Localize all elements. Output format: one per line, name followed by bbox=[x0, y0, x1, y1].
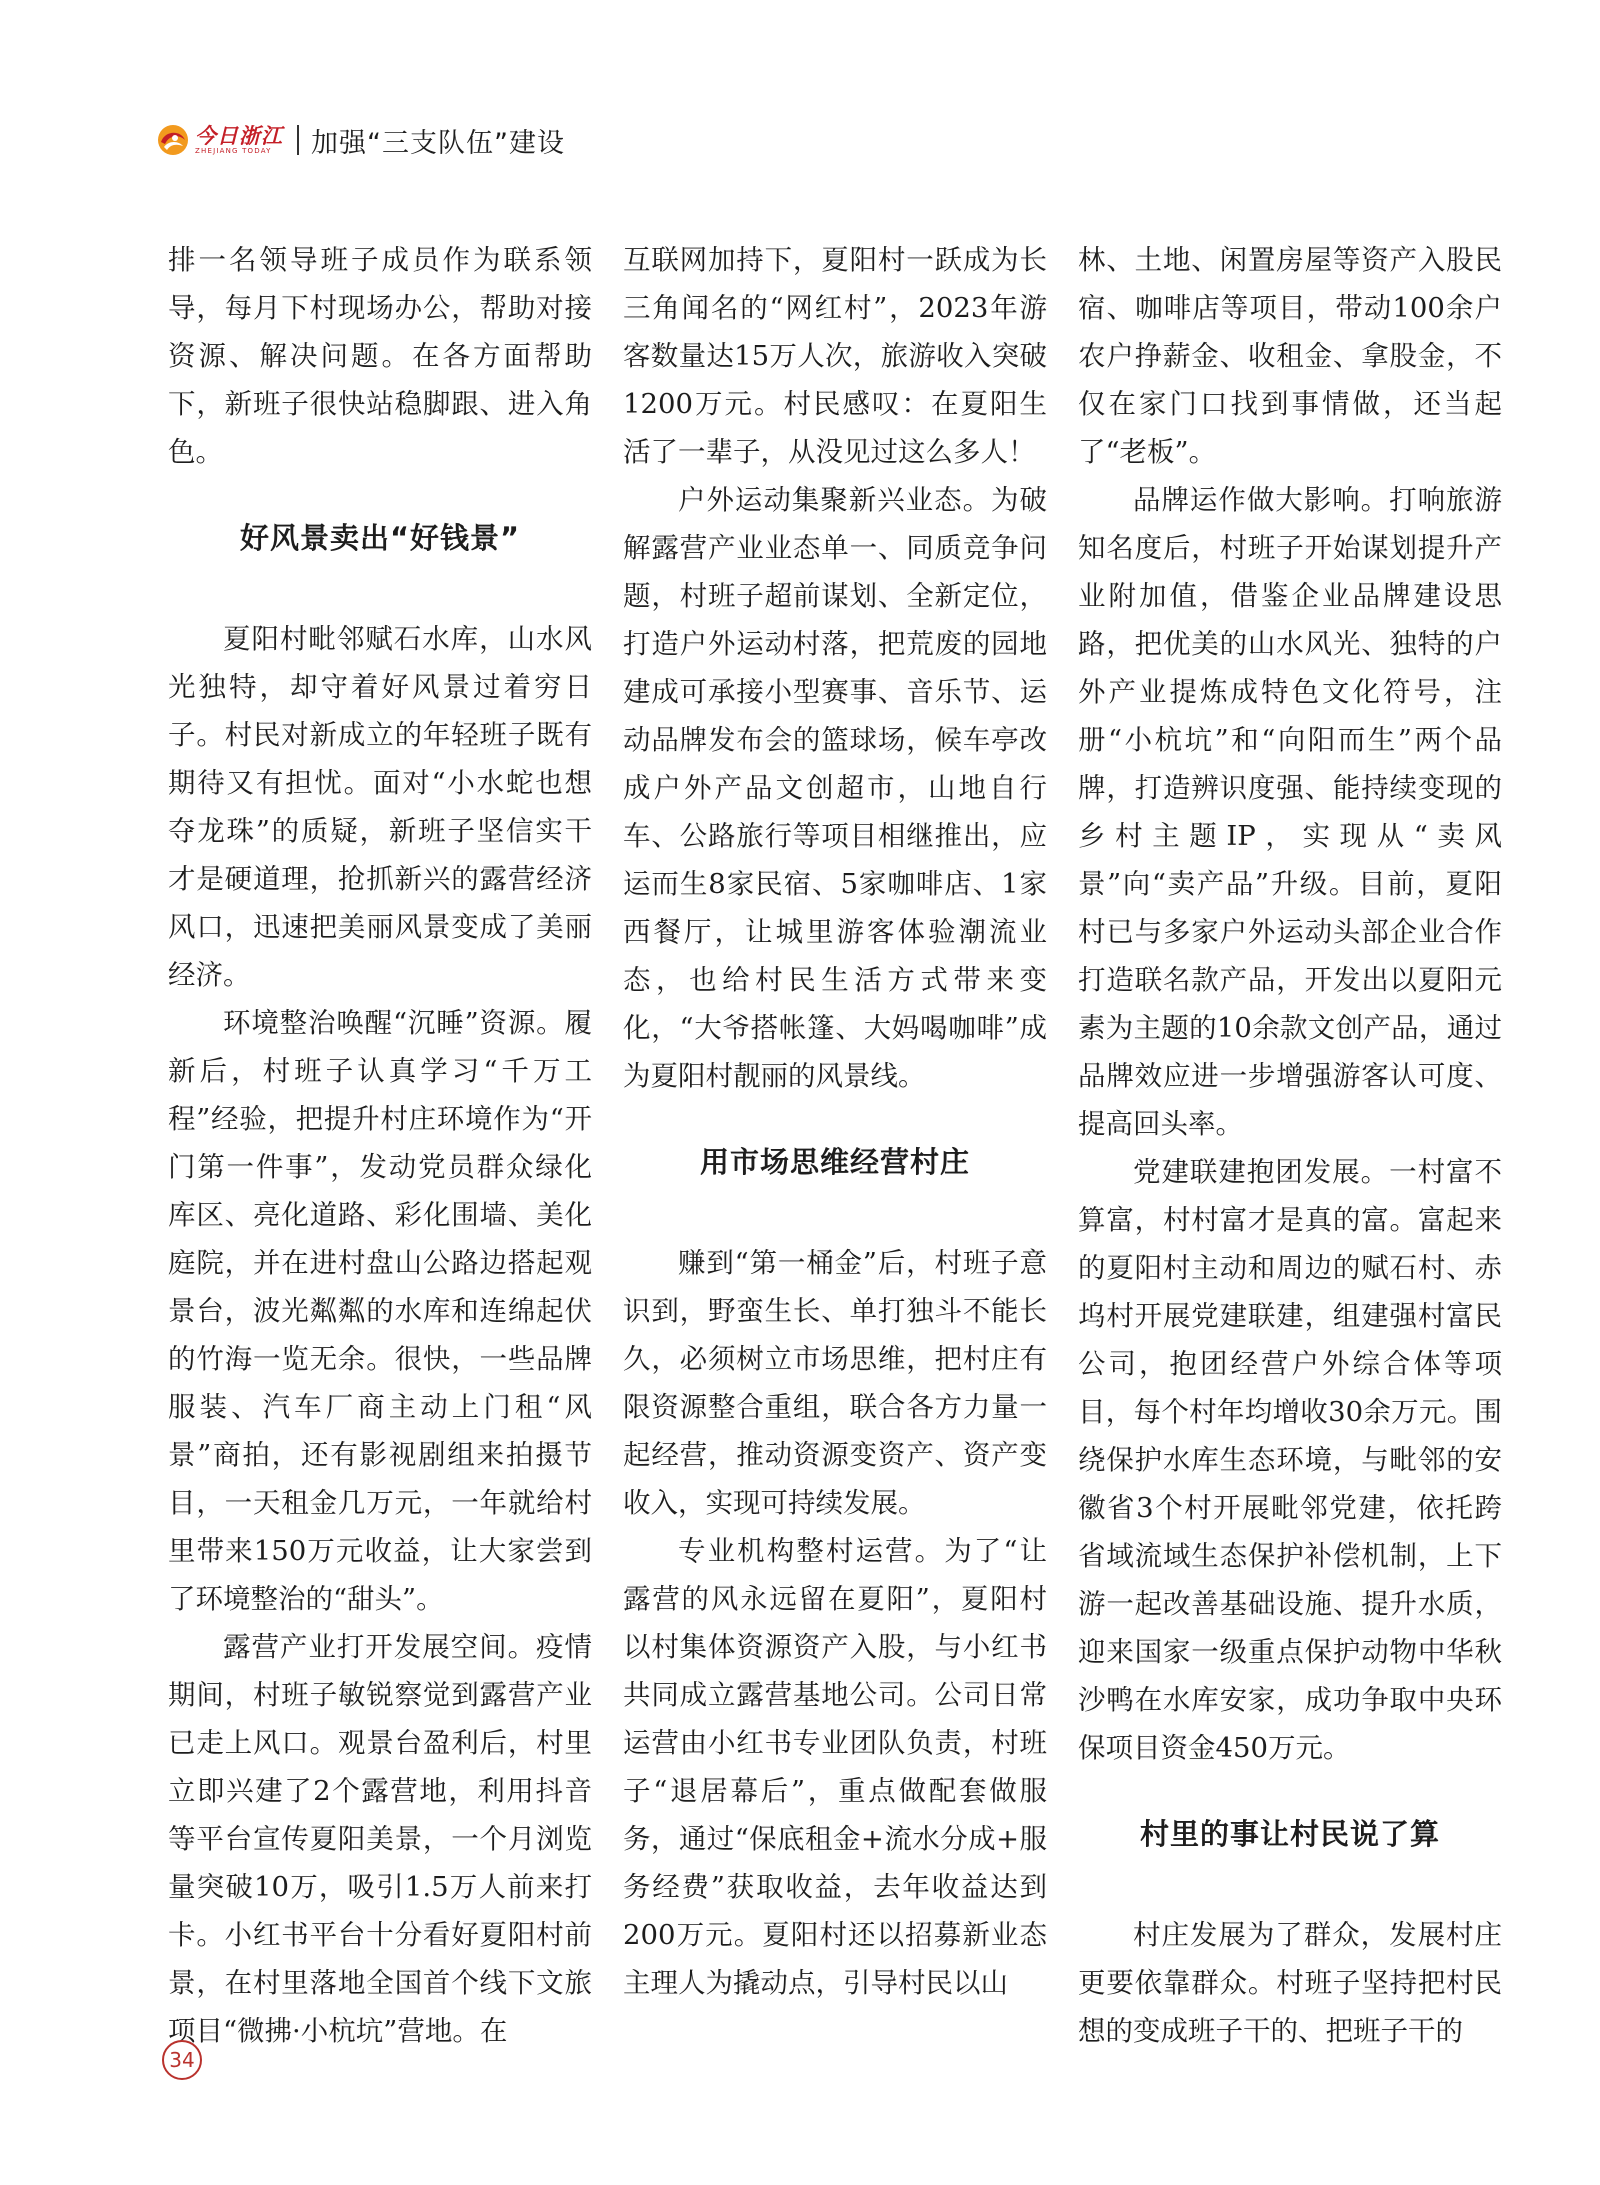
body-paragraph: 互联网加持下，夏阳村一跃成为长三角闻名的“网红村”，2023年游客数量达15万人次，旅游收入突破1200万元。村民感叹：在夏阳生活了一辈子，从没见过这么多人！ bbox=[623, 244, 1047, 468]
text-column-2 bbox=[623, 236, 1047, 2007]
body-paragraph: 露营产业打开发展空间。疫情期间，村班子敏锐察觉到露营产业已走上风口。观景台盈利后，村里立即兴建了2个露营地，利用抖音等平台宣传夏阳美景，一个月浏览量突破10万，吸引1.5万人前来打卡。小红书平台十分看好夏阳村前景，在村里落地全国首个线下文旅项目“微拂·小杭坑”营地。在 bbox=[168, 1631, 592, 2047]
header-divider bbox=[297, 125, 299, 155]
body-paragraph: 夏阳村毗邻赋石水库，山水风光独特，却守着好风景过着穷日子。村民对新成立的年轻班子既有期待又有担忧。面对“小水蛇也想夺龙珠”的质疑，新班子坚信实干才是硬道理，抢抓新兴的露营经济风口，迅速把美丽风景变成了美丽经济。 bbox=[168, 623, 592, 991]
body-paragraph: 排一名领导班子成员作为联系领导，每月下村现场办公，帮助对接资源、解决问题。在各方面帮助下，新班子很快站稳脚跟、进入角色。 bbox=[168, 244, 592, 468]
body-paragraph: 村庄发展为了群众，发展村庄更要依靠群众。村班子坚持把村民想的变成班子干的、把班子干的 bbox=[1078, 1919, 1502, 2047]
publication-logo bbox=[155, 122, 283, 158]
text-column-1 bbox=[168, 236, 592, 2055]
section-heading: 用市场思维经营村庄 bbox=[699, 1145, 970, 1179]
body-paragraph: 专业机构整村运营。为了“让露营的风永远留在夏阳”，夏阳村以村集体资源资产入股，与小红书共同成立露营基地公司。公司日常运营由小红书专业团队负责，村班子“退居幕后”，重点做配套做服务，通过“保底租金+流水分成+服务经费”获取收益，去年收益达到200万元。夏阳村还以招募新业态主理人为撬动点，引导村民以山 bbox=[623, 1535, 1047, 1999]
body-paragraph: 赚到“第一桶金”后，村班子意识到，野蛮生长、单打独斗不能长久，必须树立市场思维，把村庄有限资源整合重组，联合各方力量一起经营，推动资源变资产、资产变收入，实现可持续发展。 bbox=[623, 1247, 1047, 1519]
logo-chinese-text: 今日浙江 bbox=[195, 122, 283, 148]
body-paragraph: 环境整治唤醒“沉睡”资源。履新后，村班子认真学习“千万工程”经验，把提升村庄环境作为“开门第一件事”，发动党员群众绿化库区、亮化道路、彩化围墙、美化庭院，并在进村盘山公路边搭起观景台，波光粼粼的水库和连绵起伏的竹海一览无余。很快，一些品牌服装、汽车厂商主动上门租“风景”商拍，还有影视剧组来拍摄节目，一天租金几万元，一年就给村里带来150万元收益，让大家尝到了环境整治的“甜头”。 bbox=[168, 1007, 592, 1615]
body-paragraph: 党建联建抱团发展。一村富不算富，村村富才是真的富。富起来的夏阳村主动和周边的赋石村、赤坞村开展党建联建，组建强村富民公司，抱团经营户外综合体等项目，每个村年均增收30余万元。围绕保护水库生态环境，与毗邻的安徽省3个村开展毗邻党建，依托跨省域流域生态保护补偿机制，上下游一起改善基础设施、提升水质，迎来国家一级重点保护动物中华秋沙鸭在水库安家，成功争取中央环保项目资金450万元。 bbox=[1078, 1156, 1502, 1764]
logo-english-text: ZHEJIANG TODAY bbox=[195, 146, 272, 155]
section-heading: 村里的事让村民说了算 bbox=[1139, 1817, 1440, 1851]
body-paragraph: 林、土地、闲置房屋等资产入股民宿、咖啡店等项目，带动100余户农户挣薪金、收租金、拿股金，不仅在家门口找到事情做，还当起了“老板”。 bbox=[1078, 244, 1502, 468]
page-number bbox=[162, 2040, 202, 2080]
section-heading: 好风景卖出“好钱景” bbox=[239, 521, 521, 555]
section-title: 加强“三支队伍”建设 bbox=[311, 127, 565, 159]
logo-wordmark bbox=[195, 122, 283, 156]
body-paragraph: 户外运动集聚新兴业态。为破解露营产业业态单一、同质竞争问题，村班子超前谋划、全新定位，打造户外运动村落，把荒废的园地建成可承接小型赛事、音乐节、运动品牌发布会的篮球场，候车亭改成户外产品文创超市，山地自行车、公路旅行等项目相继推出，应运而生8家民宿、5家咖啡店、1家西餐厅，让城里游客体验潮流业态，也给村民生活方式带来变化，“大爷搭帐篷、大妈喝咖啡”成为夏阳村靓丽的风景线。 bbox=[623, 484, 1047, 1092]
sun-swirl-icon bbox=[155, 122, 191, 158]
page-header bbox=[155, 118, 565, 162]
text-column-3 bbox=[1078, 236, 1502, 2055]
body-paragraph: 品牌运作做大影响。打响旅游知名度后，村班子开始谋划提升产业附加值，借鉴企业品牌建设思路，把优美的山水风光、独特的户外产业提炼成特色文化符号，注册“小杭坑”和“向阳而生”两个品牌，打造辨识度强、能持续变现的乡村主题IP，实现从“卖风景”向“卖产品”升级。目前，夏阳村已与多家户外运动头部企业合作打造联名款产品，开发出以夏阳元素为主题的10余款文创产品，通过品牌效应进一步增强游客认可度、提高回头率。 bbox=[1078, 484, 1502, 1140]
page-number-text: 34 bbox=[169, 2048, 195, 2072]
